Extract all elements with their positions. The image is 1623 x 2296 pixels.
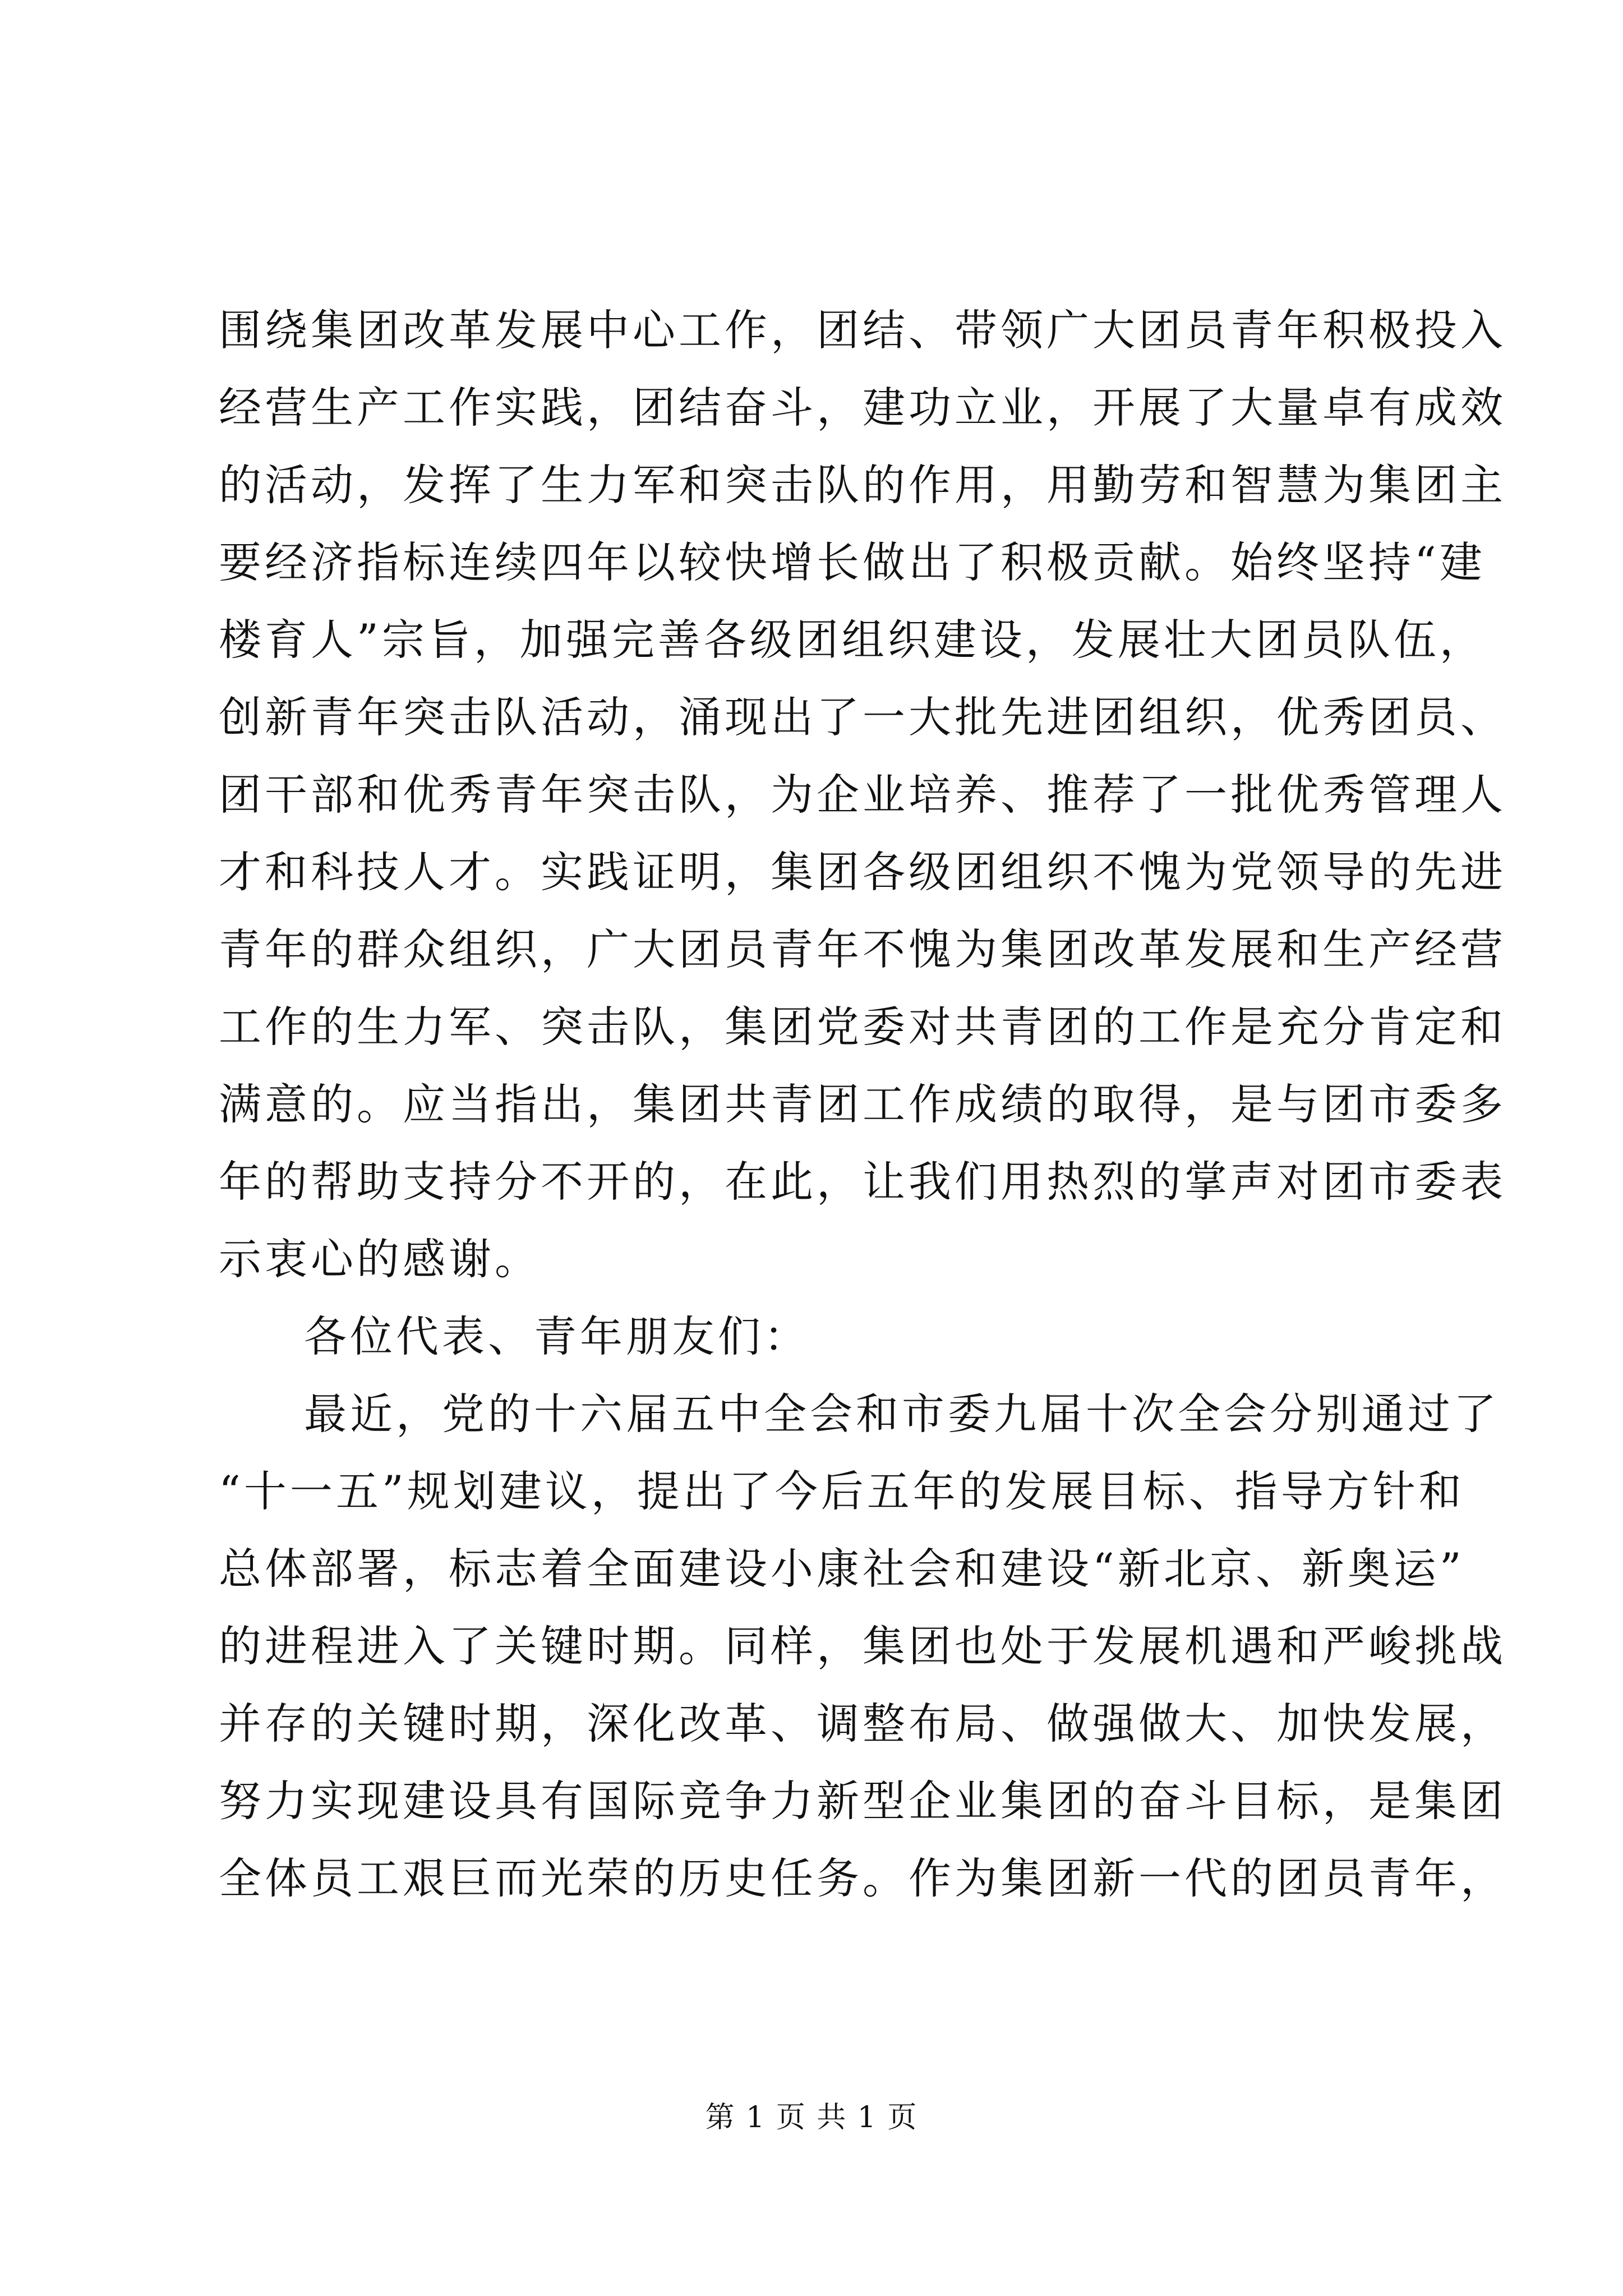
text-line-3: 的活动，发挥了生力军和突击队的作用，用勤劳和智慧为集团主 [219,460,1506,510]
salutation-line: 各位代表、青年朋友们： [304,1312,810,1361]
text-line-20: 努力实现建设具有国际竞争力新型企业集团的奋斗目标，是集团 [219,1776,1506,1826]
text-line-17: 总体部署，标志着全面建设小康社会和建设“新北京、新奥运” [219,1544,1465,1594]
text-line-19: 并存的关键时期，深化改革、调整布局、做强做大、加快发展， [219,1699,1506,1749]
text-line-5: 楼育人”宗旨，加强完善各级团组织建设，发展壮大团员队伍， [219,615,1486,665]
document-body [219,292,1506,1917]
text-line-4: 要经济指标连续四年以较快增长做出了积极贡献。始终坚持“建 [219,537,1486,587]
text-line-9: 青年的群众组织，广大团员青年不愧为集团改革发展和生产经营 [219,924,1506,974]
text-line-16: “十一五”规划建议，提出了今后五年的发展目标、指导方针和 [219,1466,1465,1516]
text-line-12: 年的帮助支持分不开的，在此，让我们用热烈的掌声对团市委表 [219,1157,1506,1207]
text-line-8: 才和科技人才。实践证明，集团各级团组织不愧为党领导的先进 [219,847,1506,897]
text-line-10: 工作的生力军、突击队，集团党委对共青团的工作是充分肯定和 [219,1002,1506,1052]
text-line-13: 示衷心的感谢。 [219,1234,541,1284]
text-line-11: 满意的。应当指出，集团共青团工作成绩的取得，是与团市委多 [219,1079,1506,1129]
text-line-15: 最近，党的十六届五中全会和市委九届十次全会分别通过了 [304,1389,1500,1439]
page-number-label: 第 1 页 共 1 页 [705,2101,918,2134]
text-line-2: 经营生产工作实践，团结奋斗，建功立业，开展了大量卓有成效 [219,383,1506,432]
text-line-1: 围绕集团改革发展中心工作，团结、带领广大团员青年积极投入 [219,305,1506,355]
text-line-6: 创新青年突击队活动，涌现出了一大批先进团组织，优秀团员、 [219,692,1506,742]
text-line-18: 的进程进入了关键时期。同样，集团也处于发展机遇和严峻挑战 [219,1621,1506,1671]
text-line-21: 全体员工艰巨而光荣的历史任务。作为集团新一代的团员青年， [219,1853,1506,1903]
page-footer [0,2098,1623,2137]
text-line-7: 团干部和优秀青年突击队，为企业培养、推荐了一批优秀管理人 [219,770,1506,820]
